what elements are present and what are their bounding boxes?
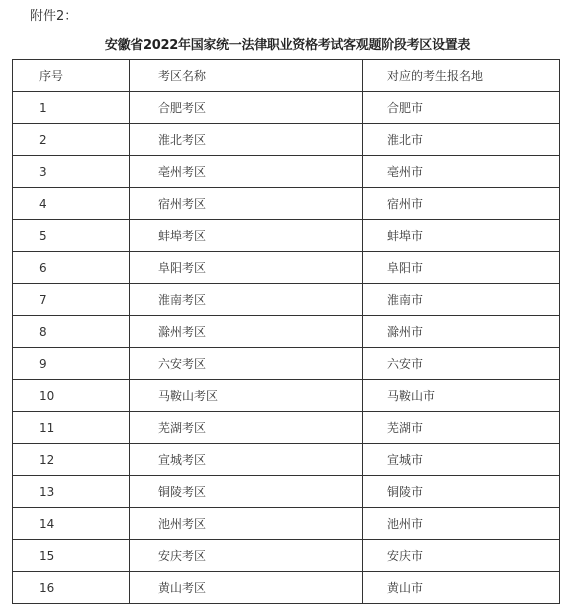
table-header-row — [13, 60, 560, 92]
cell-exam-site-name: 滁州考区 — [130, 316, 363, 348]
cell-serial-number: 11 — [13, 412, 130, 444]
cell-exam-site-name: 池州考区 — [130, 508, 363, 540]
cell-serial-number: 8 — [13, 316, 130, 348]
table-row — [13, 476, 560, 508]
table-row — [13, 508, 560, 540]
cell-serial-number: 16 — [13, 572, 130, 604]
cell-exam-site-name: 阜阳考区 — [130, 252, 363, 284]
table-row — [13, 444, 560, 476]
cell-registration-location: 马鞍山市 — [363, 380, 560, 412]
cell-registration-location: 合肥市 — [363, 92, 560, 124]
cell-exam-site-name: 黄山考区 — [130, 572, 363, 604]
cell-registration-location: 宿州市 — [363, 188, 560, 220]
cell-registration-location: 阜阳市 — [363, 252, 560, 284]
cell-serial-number: 14 — [13, 508, 130, 540]
cell-registration-location: 淮南市 — [363, 284, 560, 316]
cell-registration-location: 亳州市 — [363, 156, 560, 188]
attachment-label: 附件2： — [30, 9, 78, 24]
cell-registration-location: 滁州市 — [363, 316, 560, 348]
table-row — [13, 284, 560, 316]
cell-serial-number: 4 — [13, 188, 130, 220]
cell-registration-location: 铜陵市 — [363, 476, 560, 508]
table-row — [13, 540, 560, 572]
cell-exam-site-name: 宿州考区 — [130, 188, 363, 220]
cell-exam-site-name: 马鞍山考区 — [130, 380, 363, 412]
cell-serial-number: 2 — [13, 124, 130, 156]
cell-exam-site-name: 亳州考区 — [130, 156, 363, 188]
cell-serial-number: 1 — [13, 92, 130, 124]
cell-serial-number: 6 — [13, 252, 130, 284]
cell-serial-number: 5 — [13, 220, 130, 252]
table-row — [13, 92, 560, 124]
cell-serial-number: 7 — [13, 284, 130, 316]
cell-registration-location: 宣城市 — [363, 444, 560, 476]
table-row — [13, 572, 560, 604]
cell-exam-site-name: 淮南考区 — [130, 284, 363, 316]
cell-exam-site-name: 蚌埠考区 — [130, 220, 363, 252]
cell-registration-location: 芜湖市 — [363, 412, 560, 444]
table-row — [13, 412, 560, 444]
cell-exam-site-name: 宣城考区 — [130, 444, 363, 476]
table-row — [13, 156, 560, 188]
header-serial-number: 序号 — [13, 60, 130, 92]
cell-exam-site-name: 合肥考区 — [130, 92, 363, 124]
cell-exam-site-name: 六安考区 — [130, 348, 363, 380]
cell-serial-number: 10 — [13, 380, 130, 412]
cell-registration-location: 六安市 — [363, 348, 560, 380]
exam-site-table — [12, 59, 560, 604]
header-registration-location: 对应的考生报名地 — [363, 60, 560, 92]
cell-serial-number: 9 — [13, 348, 130, 380]
cell-registration-location: 淮北市 — [363, 124, 560, 156]
cell-exam-site-name: 淮北考区 — [130, 124, 363, 156]
table-row — [13, 220, 560, 252]
cell-registration-location: 蚌埠市 — [363, 220, 560, 252]
cell-registration-location: 黄山市 — [363, 572, 560, 604]
header-exam-site-name: 考区名称 — [130, 60, 363, 92]
table-row — [13, 124, 560, 156]
cell-serial-number: 3 — [13, 156, 130, 188]
cell-exam-site-name: 安庆考区 — [130, 540, 363, 572]
cell-registration-location: 安庆市 — [363, 540, 560, 572]
cell-serial-number: 13 — [13, 476, 130, 508]
cell-serial-number: 15 — [13, 540, 130, 572]
document-title: 安徽省2022年国家统一法律职业资格考试客观题阶段考区设置表 — [104, 38, 471, 53]
cell-serial-number: 12 — [13, 444, 130, 476]
cell-registration-location: 池州市 — [363, 508, 560, 540]
cell-exam-site-name: 芜湖考区 — [130, 412, 363, 444]
table-row — [13, 316, 560, 348]
table-row — [13, 348, 560, 380]
cell-exam-site-name: 铜陵考区 — [130, 476, 363, 508]
table-row — [13, 188, 560, 220]
table-row — [13, 380, 560, 412]
table-row — [13, 252, 560, 284]
